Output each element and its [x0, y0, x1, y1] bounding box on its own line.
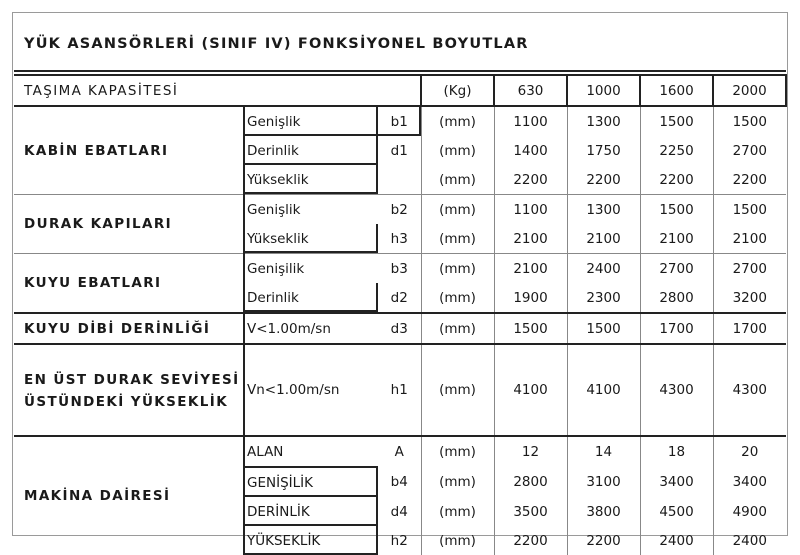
row-unit: (mm) — [421, 497, 494, 526]
row-symbol: b4 — [378, 467, 421, 497]
row-symbol: h3 — [378, 224, 421, 254]
page-title: YÜK ASANSÖRLERİ (SINIF IV) FONKSİYONEL BOYUTLAR — [14, 14, 786, 72]
capacity-label: TAŞIMA KAPASİTESİ — [14, 75, 421, 106]
cell-value: 3100 — [567, 467, 640, 497]
cell-value: 14 — [567, 436, 640, 467]
cell-value: 1500 — [713, 195, 786, 225]
row-symbol: d4 — [378, 497, 421, 526]
row-unit: (mm) — [421, 106, 494, 136]
cell-value: 3400 — [640, 467, 713, 497]
row-symbol: d2 — [378, 283, 421, 313]
row-unit: (mm) — [421, 136, 494, 165]
cell-value: 1500 — [640, 106, 713, 136]
group-kuyu-dibi-derinligi: KUYU DİBİ DERİNLİĞİ — [14, 313, 244, 344]
cell-value: 1500 — [567, 313, 640, 344]
cell-value: 2200 — [567, 165, 640, 195]
cell-value: 2700 — [713, 254, 786, 284]
cell-value: 2400 — [567, 254, 640, 284]
cell-value: 2100 — [494, 224, 567, 254]
group-kuyu-ebatlari: KUYU EBATLARI — [14, 254, 244, 314]
row-symbol: b2 — [378, 195, 421, 225]
row-label: YÜKSEKLİK — [244, 526, 378, 555]
table-row — [14, 436, 786, 467]
cell-value: 1750 — [567, 136, 640, 165]
capacity-unit: (Kg) — [421, 75, 494, 106]
row-unit: (mm) — [421, 224, 494, 254]
capacity-1600: 1600 — [640, 75, 713, 106]
cell-value: 2700 — [732, 142, 767, 159]
cell-value: 3200 — [732, 289, 767, 306]
row-label: Vn<1.00m/sn — [244, 344, 378, 436]
cell-value: 2700 — [640, 254, 713, 284]
row-unit: (mm) — [421, 344, 494, 436]
row-label: V<1.00m/sn — [244, 313, 378, 344]
row-unit: (mm) — [421, 283, 494, 313]
row-unit: (mm) — [421, 165, 494, 195]
row-unit: (mm) — [421, 436, 494, 467]
cell-value: 2200 — [494, 526, 567, 555]
cell-value: 2100 — [494, 254, 567, 284]
cell-value: 20 — [713, 436, 786, 467]
row-label: Genişlik — [244, 195, 378, 225]
table-row — [14, 254, 786, 284]
cell-value: 2200 — [640, 165, 713, 195]
cell-value: 1500 — [494, 313, 567, 344]
cell-value: 1700 — [640, 313, 713, 344]
row-label: DERİNLİK — [244, 497, 378, 526]
cell-value: 1500 — [732, 113, 767, 130]
cell-value: 1100 — [494, 106, 567, 136]
cell-value: 2300 — [567, 283, 640, 313]
row-label: Genişilik — [244, 254, 378, 284]
row-label: Derinlik — [244, 136, 378, 165]
row-label: Yükseklik — [244, 165, 378, 195]
cell-value: 2400 — [640, 526, 713, 555]
group-en-ust-durak: EN ÜST DURAK SEVİYESİ ÜSTÜNDEKİ YÜKSEKLİK — [14, 344, 244, 436]
row-symbol: b1 — [378, 106, 421, 136]
table-row — [14, 344, 786, 436]
cell-value: 2200 — [732, 171, 767, 188]
row-unit: (mm) — [421, 313, 494, 344]
cell-value: 2100 — [567, 224, 640, 254]
cell-value: 4900 — [732, 503, 767, 520]
row-label: GENİŞİLİK — [244, 467, 378, 497]
capacity-630: 630 — [494, 75, 567, 106]
cell-value: 1100 — [494, 195, 567, 225]
row-symbol: d3 — [378, 313, 421, 344]
row-symbol: b3 — [378, 254, 421, 284]
capacity-1000: 1000 — [567, 75, 640, 106]
row-unit: (mm) — [421, 254, 494, 284]
row-label: Derinlik — [244, 283, 378, 313]
dimensions-table — [14, 74, 787, 555]
capacity-header-row — [14, 75, 786, 106]
cell-value: 2200 — [567, 526, 640, 555]
table-row — [14, 313, 786, 344]
row-symbol: h2 — [378, 526, 421, 555]
cell-value: 18 — [640, 436, 713, 467]
row-unit: (mm) — [421, 526, 494, 555]
row-unit: (mm) — [421, 195, 494, 225]
group-kabin-ebatlari: KABİN EBATLARI — [14, 106, 244, 195]
cell-value: 3800 — [567, 497, 640, 526]
row-symbol: A — [378, 436, 421, 467]
cell-value: 12 — [494, 436, 567, 467]
cell-value: 4100 — [494, 344, 567, 436]
cell-value: 2100 — [640, 224, 713, 254]
cell-value: 2200 — [494, 165, 567, 195]
group-makina-dairesi: MAKİNA DAİRESİ — [14, 436, 244, 555]
cell-value: 2800 — [640, 283, 713, 313]
row-label: Yükseklik — [244, 224, 378, 254]
cell-value: 1900 — [494, 283, 567, 313]
cell-value: 1700 — [713, 313, 786, 344]
row-symbol: d1 — [378, 136, 421, 165]
capacity-2000: 2000 — [713, 75, 786, 106]
cell-value: 1400 — [494, 136, 567, 165]
cell-value: 2400 — [732, 532, 767, 549]
cell-value: 2100 — [732, 230, 767, 247]
cell-value: 1300 — [567, 106, 640, 136]
cell-value: 3400 — [732, 474, 767, 490]
row-symbol — [378, 165, 421, 195]
cell-value: 2250 — [640, 136, 713, 165]
cell-value: 2800 — [494, 467, 567, 497]
cell-value: 4300 — [640, 344, 713, 436]
row-symbol: h1 — [378, 344, 421, 436]
group-durak-kapilari: DURAK KAPILARI — [14, 195, 244, 254]
table-row — [14, 106, 786, 136]
table-row — [14, 195, 786, 225]
cell-value: 4100 — [567, 344, 640, 436]
row-unit: (mm) — [421, 467, 494, 497]
cell-value: 1300 — [567, 195, 640, 225]
cell-value: 3500 — [494, 497, 567, 526]
cell-value: 1500 — [640, 195, 713, 225]
row-label: ALAN — [244, 436, 378, 467]
cell-value: 4500 — [640, 497, 713, 526]
cell-value: 4300 — [713, 344, 786, 436]
row-label: Genişlik — [244, 106, 378, 136]
